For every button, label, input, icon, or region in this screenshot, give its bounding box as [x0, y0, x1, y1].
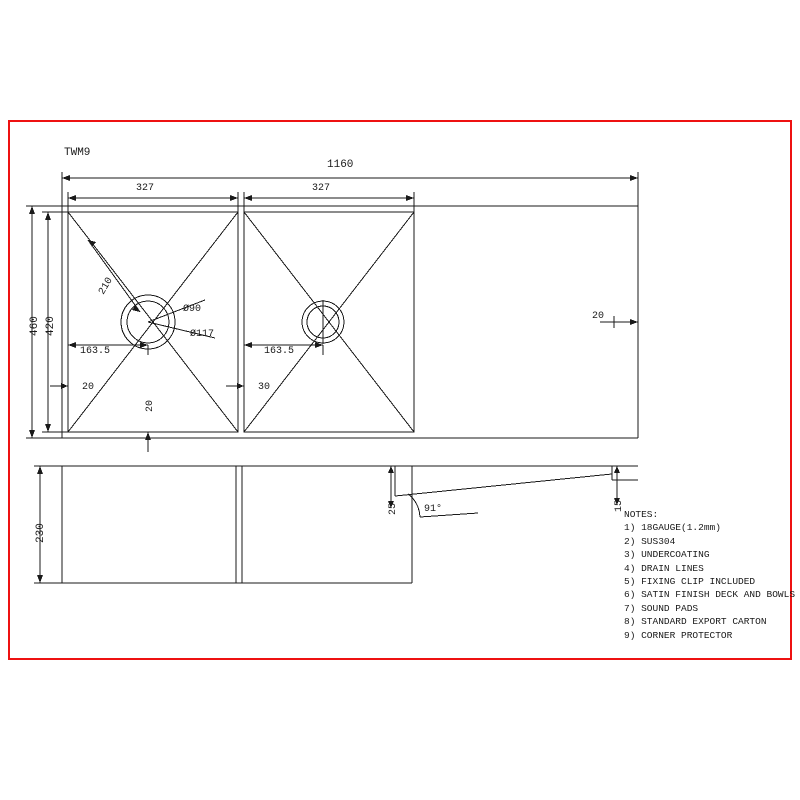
- dim-overall-length: 1160: [327, 159, 354, 171]
- model-code-label: TWM9: [64, 147, 91, 159]
- dim-drain-diameter-inner: Ø90: [183, 304, 202, 315]
- note-item: 6) SATIN FINISH DECK AND BOWLS: [624, 589, 796, 601]
- dim-overall-width-outer: 460: [29, 316, 41, 336]
- dim-divider-width: 30: [258, 382, 271, 393]
- dim-drain-offset-bowl2: 163.5: [264, 346, 295, 357]
- dim-body-height: 230: [35, 523, 47, 543]
- note-item: 9) CORNER PROTECTOR: [624, 629, 733, 641]
- note-item: 4) DRAIN LINES: [624, 562, 704, 574]
- note-item: 5) FIXING CLIP INCLUDED: [624, 576, 756, 588]
- note-item: 8) STANDARD EXPORT CARTON: [624, 616, 767, 628]
- dim-edge-margin-bottom: 20: [145, 399, 156, 412]
- dim-drain-offset-bowl1: 163.5: [80, 346, 111, 357]
- note-item: 2) SUS304: [624, 535, 676, 547]
- note-item: 1) 18GAUGE(1.2mm): [624, 522, 721, 534]
- notes-heading: NOTES:: [624, 509, 659, 520]
- note-item: 3) UNDERCOATING: [624, 549, 710, 561]
- notes-block: [624, 508, 795, 642]
- dim-bowl2-width: 327: [312, 183, 331, 194]
- dim-overall-width-inner: 420: [45, 316, 57, 336]
- dim-rim-edge: 15: [614, 499, 625, 512]
- dim-edge-margin-left: 20: [82, 382, 95, 393]
- dim-drain-diameter-outer: Ø117: [190, 329, 215, 340]
- dim-bowl-diagonal-210: 210: [97, 275, 116, 297]
- dim-edge-margin-right: 20: [592, 311, 605, 322]
- dim-bowl1-width: 327: [136, 183, 155, 194]
- note-item: 7) SOUND PADS: [624, 602, 699, 614]
- dim-rim-angle: 91°: [424, 504, 443, 515]
- dim-rim-drop: 25: [388, 502, 399, 515]
